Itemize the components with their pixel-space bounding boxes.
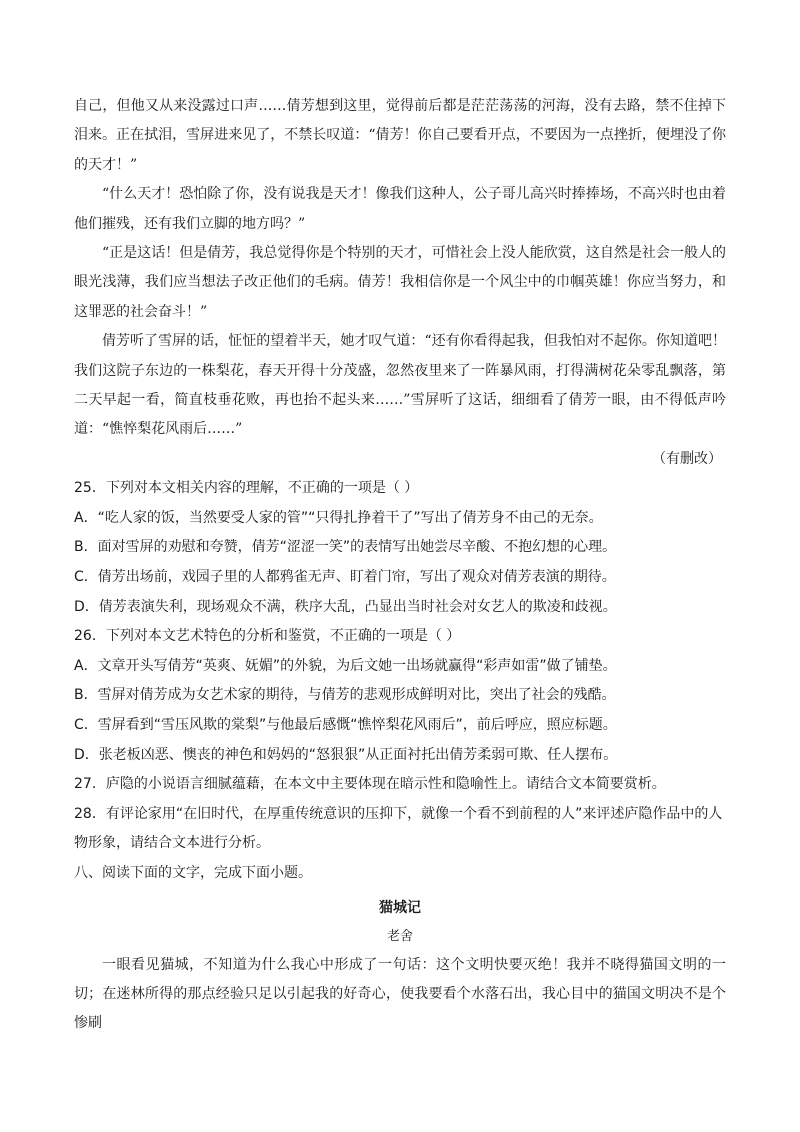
question-25-option-d: D．倩芳表演失利，现场观众不满，秩序大乱，凸显出当时社会对女艺人的欺凌和歧视。: [74, 598, 617, 615]
passage-paragraph-1: 自己，但他又从来没露过口声……倩芳想到这里，觉得前后都是茫茫荡荡的河海，没有去路，禁不住掉下泪来。正在拭泪，雪屏进来见了，不禁长叹道：“倩芳！你自己要看开点，不要因为一点挫折，便埋没了你的天才！”: [74, 98, 726, 173]
article-title: 猫城记: [379, 899, 421, 916]
document-page: [74, 92, 726, 1039]
question-26-option-d: D．张老板凶恶、懊丧的神色和妈妈的“怒狠狠”从正面衬托出倩芳柔弱可欺、任人摆布。: [74, 746, 618, 763]
question-26-option-a: A．文章开头写倩芳“英爽、妩媚”的外貌，为后文她一出场就赢得“彩声如雷”做了铺垫。: [74, 657, 617, 674]
question-25-option-a: A．“吃人家的饭，当然要受人家的管”“只得扎挣着干了”写出了倩芳身不由己的无奈。: [74, 509, 603, 526]
section-eight-heading: 八、阅读下面的文字，完成下面小题。: [74, 865, 312, 881]
question-28: 28．有评论家用“在旧时代，在厚重传统意识的压抑下，就像一个看不到前程的人”来评述庐隐作品中的人物形象，请结合文本进行分析。: [74, 805, 723, 852]
passage-paragraph-2: “什么天才！恐怕除了你，没有说我是天才！像我们这种人，公子哥儿高兴时捧捧场，不高兴时也由着他们摧残，还有我们立脚的地方吗？”: [74, 186, 726, 232]
question-27: 27．庐隐的小说语言细腻蕴藉，在本文中主要体现在暗示性和隐喻性上。请结合文本简要赏析。: [74, 776, 666, 793]
question-25: 25．下列对本文相关内容的理解，不正确的一项是（ ）: [74, 480, 419, 497]
question-26-option-b: B．雪屏对倩芳成为女艺术家的期待，与倩芳的悲观形成鲜明对比，突出了社会的残酷。: [74, 687, 616, 704]
passage-paragraph-4: 倩芳听了雪屏的话，怔怔的望着半天，她才叹气道：“还有你看得起我，但我怕对不起你。你知道吧！我们这院子东边的一株梨花，春天开得十分茂盛，忽然夜里来了一阵暴风雨，打得满树花朵零乱飘落，第二天早起一看，简直枝垂花败，再也抬不起头来……”雪屏听了这话，细细看了倩芳一眼，由不得低声吟道：“憔悴梨花风雨后……”: [74, 333, 726, 438]
question-25-option-c: C．倩芳出场前，戏园子里的人都鸦雀无声、盯着门帘，写出了观众对倩芳表演的期待。: [74, 569, 616, 586]
passage-paragraph-3: “正是这话！但是倩芳，我总觉得你是个特别的天才，可惜社会上没人能欣赏，这自然是社会一般人的眼光浅薄，我们应当想法子改正他们的毛病。倩芳！我相信你是一个风尘中的巾帼英雄！你应当努力，和这罪恶的社会奋斗！”: [74, 245, 726, 320]
question-25-option-b: B．面对雪屏的劝慰和夸赞，倩芳“涩涩一笑”的表情写出她尝尽辛酸、不抱幻想的心理。: [74, 539, 617, 556]
question-26: 26．下列对本文艺术特色的分析和鉴赏，不正确的一项是（ ）: [74, 628, 461, 645]
article-author: 老舍: [386, 928, 413, 944]
revision-note: （有删改）: [652, 450, 722, 467]
question-26-option-c: C．雪屏看到“雪压风欺的棠梨”与他最后感慨“憔悴梨花风雨后”，前后呼应，照应标题。: [74, 717, 617, 734]
article-paragraph-1: 一眼看见猫城，不知道为什么我心中形成了一句话：这个文明快要灭绝！我并不晓得猫国文明的一切；在迷林所得的那点经验只足以引起我的好奇心，使我要看个水落石出，我心目中的猫国文明决不是个惨刷: [74, 956, 726, 1032]
